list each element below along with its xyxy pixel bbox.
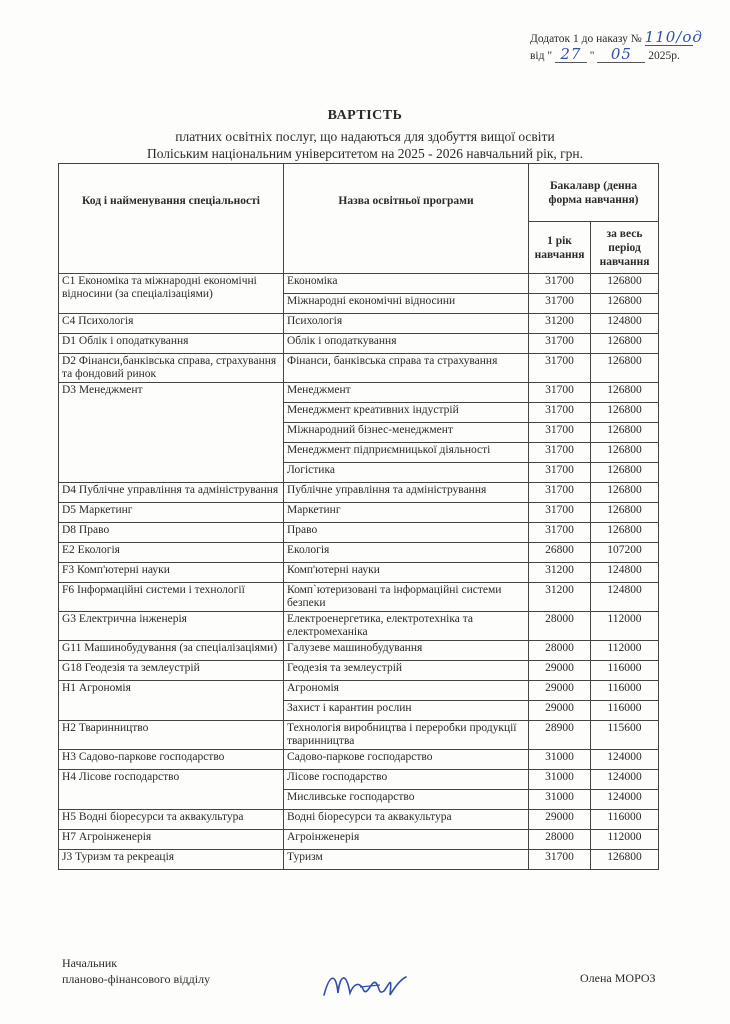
fees-table-body	[59, 274, 659, 870]
specialty-cell: G11 Машинобудування (за спеціалізаціями)	[59, 641, 284, 661]
year1-cost-cell: 31000	[529, 770, 591, 790]
table-row	[59, 563, 659, 583]
year1-cost-cell: 31700	[529, 274, 591, 294]
year1-cost-cell: 31700	[529, 503, 591, 523]
full-cost-cell: 112000	[591, 641, 659, 661]
program-cell: Мисливське господарство	[284, 790, 529, 810]
table-row	[59, 334, 659, 354]
signatory-name: Олена МОРОЗ	[580, 971, 656, 985]
full-cost-cell: 126800	[591, 423, 659, 443]
table-row	[59, 750, 659, 770]
full-cost-cell: 124000	[591, 790, 659, 810]
table-row	[59, 274, 659, 294]
program-cell: Захист і карантин рослин	[284, 701, 529, 721]
annex-day: 27	[555, 47, 587, 63]
specialty-cell: G3 Електрична інженерія	[59, 612, 284, 641]
year1-cost-cell: 31700	[529, 463, 591, 483]
year1-cost-cell: 28000	[529, 612, 591, 641]
full-cost-cell: 126800	[591, 483, 659, 503]
full-cost-cell: 124800	[591, 314, 659, 334]
table-row	[59, 354, 659, 383]
full-cost-cell: 112000	[591, 830, 659, 850]
annex-date-prefix: від "	[530, 50, 553, 62]
program-cell: Комп'ютерні науки	[284, 563, 529, 583]
specialty-cell: D4 Публічне управління та адміністрування	[59, 483, 284, 503]
program-cell: Менеджмент креативних індустрій	[284, 403, 529, 423]
year1-cost-cell: 26800	[529, 543, 591, 563]
specialty-cell: H1 Агрономія	[59, 681, 284, 721]
table-row	[59, 810, 659, 830]
program-cell: Право	[284, 523, 529, 543]
table-row	[59, 314, 659, 334]
year1-cost-cell: 31700	[529, 334, 591, 354]
year1-cost-cell: 31700	[529, 483, 591, 503]
table-row	[59, 830, 659, 850]
full-cost-cell: 126800	[591, 294, 659, 314]
table-row	[59, 681, 659, 701]
full-cost-cell: 124000	[591, 750, 659, 770]
full-cost-cell: 107200	[591, 543, 659, 563]
specialty-cell: H2 Тваринництво	[59, 721, 284, 750]
program-cell: Агроінженерія	[284, 830, 529, 850]
year1-cost-cell: 31700	[529, 423, 591, 443]
specialty-cell: F6 Інформаційні системи і технології	[59, 583, 284, 612]
program-cell: Облік і оподаткування	[284, 334, 529, 354]
year1-cost-cell: 28000	[529, 641, 591, 661]
specialty-cell: G18 Геодезія та землеустрій	[59, 661, 284, 681]
program-cell: Маркетинг	[284, 503, 529, 523]
program-cell: Геодезія та землеустрій	[284, 661, 529, 681]
subtitle-line-2: Поліським національним університетом на 2025 - 2026 навчальний рік, грн.	[146, 146, 584, 161]
full-cost-cell: 116000	[591, 810, 659, 830]
full-cost-cell: 126800	[591, 383, 659, 403]
full-cost-cell: 126800	[591, 334, 659, 354]
specialty-cell: H3 Садово-паркове господарство	[59, 750, 284, 770]
year1-cost-cell: 31000	[529, 750, 591, 770]
program-cell: Комп`ютеризовані та інформаційні системи безпеки	[284, 583, 529, 612]
table-row	[59, 612, 659, 641]
full-cost-cell: 116000	[591, 661, 659, 681]
year1-cost-cell: 29000	[529, 701, 591, 721]
table-row	[59, 721, 659, 750]
year1-cost-cell: 31700	[529, 403, 591, 423]
header-year1: 1 рік навчання	[529, 222, 591, 274]
table-row	[59, 641, 659, 661]
year1-cost-cell: 29000	[529, 810, 591, 830]
year1-cost-cell: 31200	[529, 314, 591, 334]
annex-month: 05	[597, 47, 645, 63]
specialty-cell: D8 Право	[59, 523, 284, 543]
full-cost-cell: 126800	[591, 463, 659, 483]
annex-year: 2025р.	[648, 50, 680, 62]
program-cell: Публічне управління та адміністрування	[284, 483, 529, 503]
full-cost-cell: 126800	[591, 354, 659, 383]
table-row	[59, 661, 659, 681]
header-specialty: Код і найменування спеціальності	[59, 164, 284, 274]
full-cost-cell: 124800	[591, 583, 659, 612]
signatory-position-line-2: планово-фінансового відділу	[62, 972, 211, 986]
table-row	[59, 543, 659, 563]
year1-cost-cell: 31700	[529, 383, 591, 403]
specialty-cell: H5 Водні біоресурси та аквакультура	[59, 810, 284, 830]
year1-cost-cell: 29000	[529, 681, 591, 701]
table-row	[59, 383, 659, 403]
full-cost-cell: 116000	[591, 701, 659, 721]
program-cell: Екологія	[284, 543, 529, 563]
program-cell: Фінанси, банківська справа та страхування	[284, 354, 529, 383]
full-cost-cell: 126800	[591, 850, 659, 870]
year1-cost-cell: 28900	[529, 721, 591, 750]
handwritten-signature	[320, 965, 410, 1005]
year1-cost-cell: 31700	[529, 523, 591, 543]
program-cell: Міжнародні економічні відносини	[284, 294, 529, 314]
full-cost-cell: 116000	[591, 681, 659, 701]
header-bachelor: Бакалавр (денна форма навчання)	[529, 164, 659, 222]
full-cost-cell: 126800	[591, 503, 659, 523]
program-cell: Логістика	[284, 463, 529, 483]
full-cost-cell: 115600	[591, 721, 659, 750]
fees-table	[58, 163, 659, 870]
table-row	[59, 503, 659, 523]
full-cost-cell: 126800	[591, 403, 659, 423]
program-cell: Туризм	[284, 850, 529, 870]
subtitle-line-1: платних освітніх послуг, що надаються для здобуття вищої освіти	[175, 129, 555, 144]
year1-cost-cell: 31700	[529, 354, 591, 383]
specialty-cell: С1 Економіка та міжнародні економічні відносини (за спеціалізаціями)	[59, 274, 284, 314]
program-cell: Менеджмент	[284, 383, 529, 403]
document-title: ВАРТІСТЬ	[327, 108, 403, 123]
specialty-cell: С4 Психологія	[59, 314, 284, 334]
table-row	[59, 850, 659, 870]
specialty-cell: H7 Агроінженерія	[59, 830, 284, 850]
year1-cost-cell: 31700	[529, 850, 591, 870]
program-cell: Агрономія	[284, 681, 529, 701]
header-full-period: за весь період навчання	[591, 222, 659, 274]
year1-cost-cell: 29000	[529, 661, 591, 681]
table-row	[59, 483, 659, 503]
full-cost-cell: 126800	[591, 523, 659, 543]
specialty-cell: D5 Маркетинг	[59, 503, 284, 523]
year1-cost-cell: 31700	[529, 443, 591, 463]
table-row	[59, 770, 659, 790]
order-number: 110/од	[644, 28, 703, 46]
full-cost-cell: 112000	[591, 612, 659, 641]
program-cell: Психологія	[284, 314, 529, 334]
program-cell: Садово-паркове господарство	[284, 750, 529, 770]
program-cell: Галузеве машинобудування	[284, 641, 529, 661]
specialty-cell: E2 Екологія	[59, 543, 284, 563]
year1-cost-cell: 28000	[529, 830, 591, 850]
full-cost-cell: 126800	[591, 274, 659, 294]
table-row	[59, 583, 659, 612]
document-subtitle	[0, 128, 730, 162]
program-cell: Лісове господарство	[284, 770, 529, 790]
specialty-cell: D3 Менеджмент	[59, 383, 284, 483]
program-cell: Менеджмент підприємницької діяльності	[284, 443, 529, 463]
year1-cost-cell: 31700	[529, 294, 591, 314]
annex-date-mid: "	[589, 50, 595, 62]
full-cost-cell: 124000	[591, 770, 659, 790]
year1-cost-cell: 31000	[529, 790, 591, 810]
program-cell: Міжнародний бізнес-менеджмент	[284, 423, 529, 443]
program-cell: Електроенергетика, електротехніка та електромеханіка	[284, 612, 529, 641]
full-cost-cell: 124800	[591, 563, 659, 583]
specialty-cell: H4 Лісове господарство	[59, 770, 284, 810]
specialty-cell: D1 Облік і оподаткування	[59, 334, 284, 354]
program-cell: Економіка	[284, 274, 529, 294]
signatory-position-line-1: Начальник	[62, 956, 118, 970]
year1-cost-cell: 31200	[529, 583, 591, 612]
specialty-cell: F3 Комп'ютерні науки	[59, 563, 284, 583]
specialty-cell: J3 Туризм та рекреація	[59, 850, 284, 870]
specialty-cell: D2 Фінанси,банківська справа, страхування та фондовий ринок	[59, 354, 284, 383]
program-cell: Водні біоресурси та аквакультура	[284, 810, 529, 830]
signatory-position	[62, 955, 210, 987]
annex-note	[530, 28, 703, 64]
program-cell: Технологія виробництва і переробки продукції тваринництва	[284, 721, 529, 750]
header-program: Назва освітньої програми	[284, 164, 529, 274]
full-cost-cell: 126800	[591, 443, 659, 463]
table-row	[59, 523, 659, 543]
year1-cost-cell: 31200	[529, 563, 591, 583]
annex-label: Додаток 1 до наказу №	[530, 33, 642, 45]
